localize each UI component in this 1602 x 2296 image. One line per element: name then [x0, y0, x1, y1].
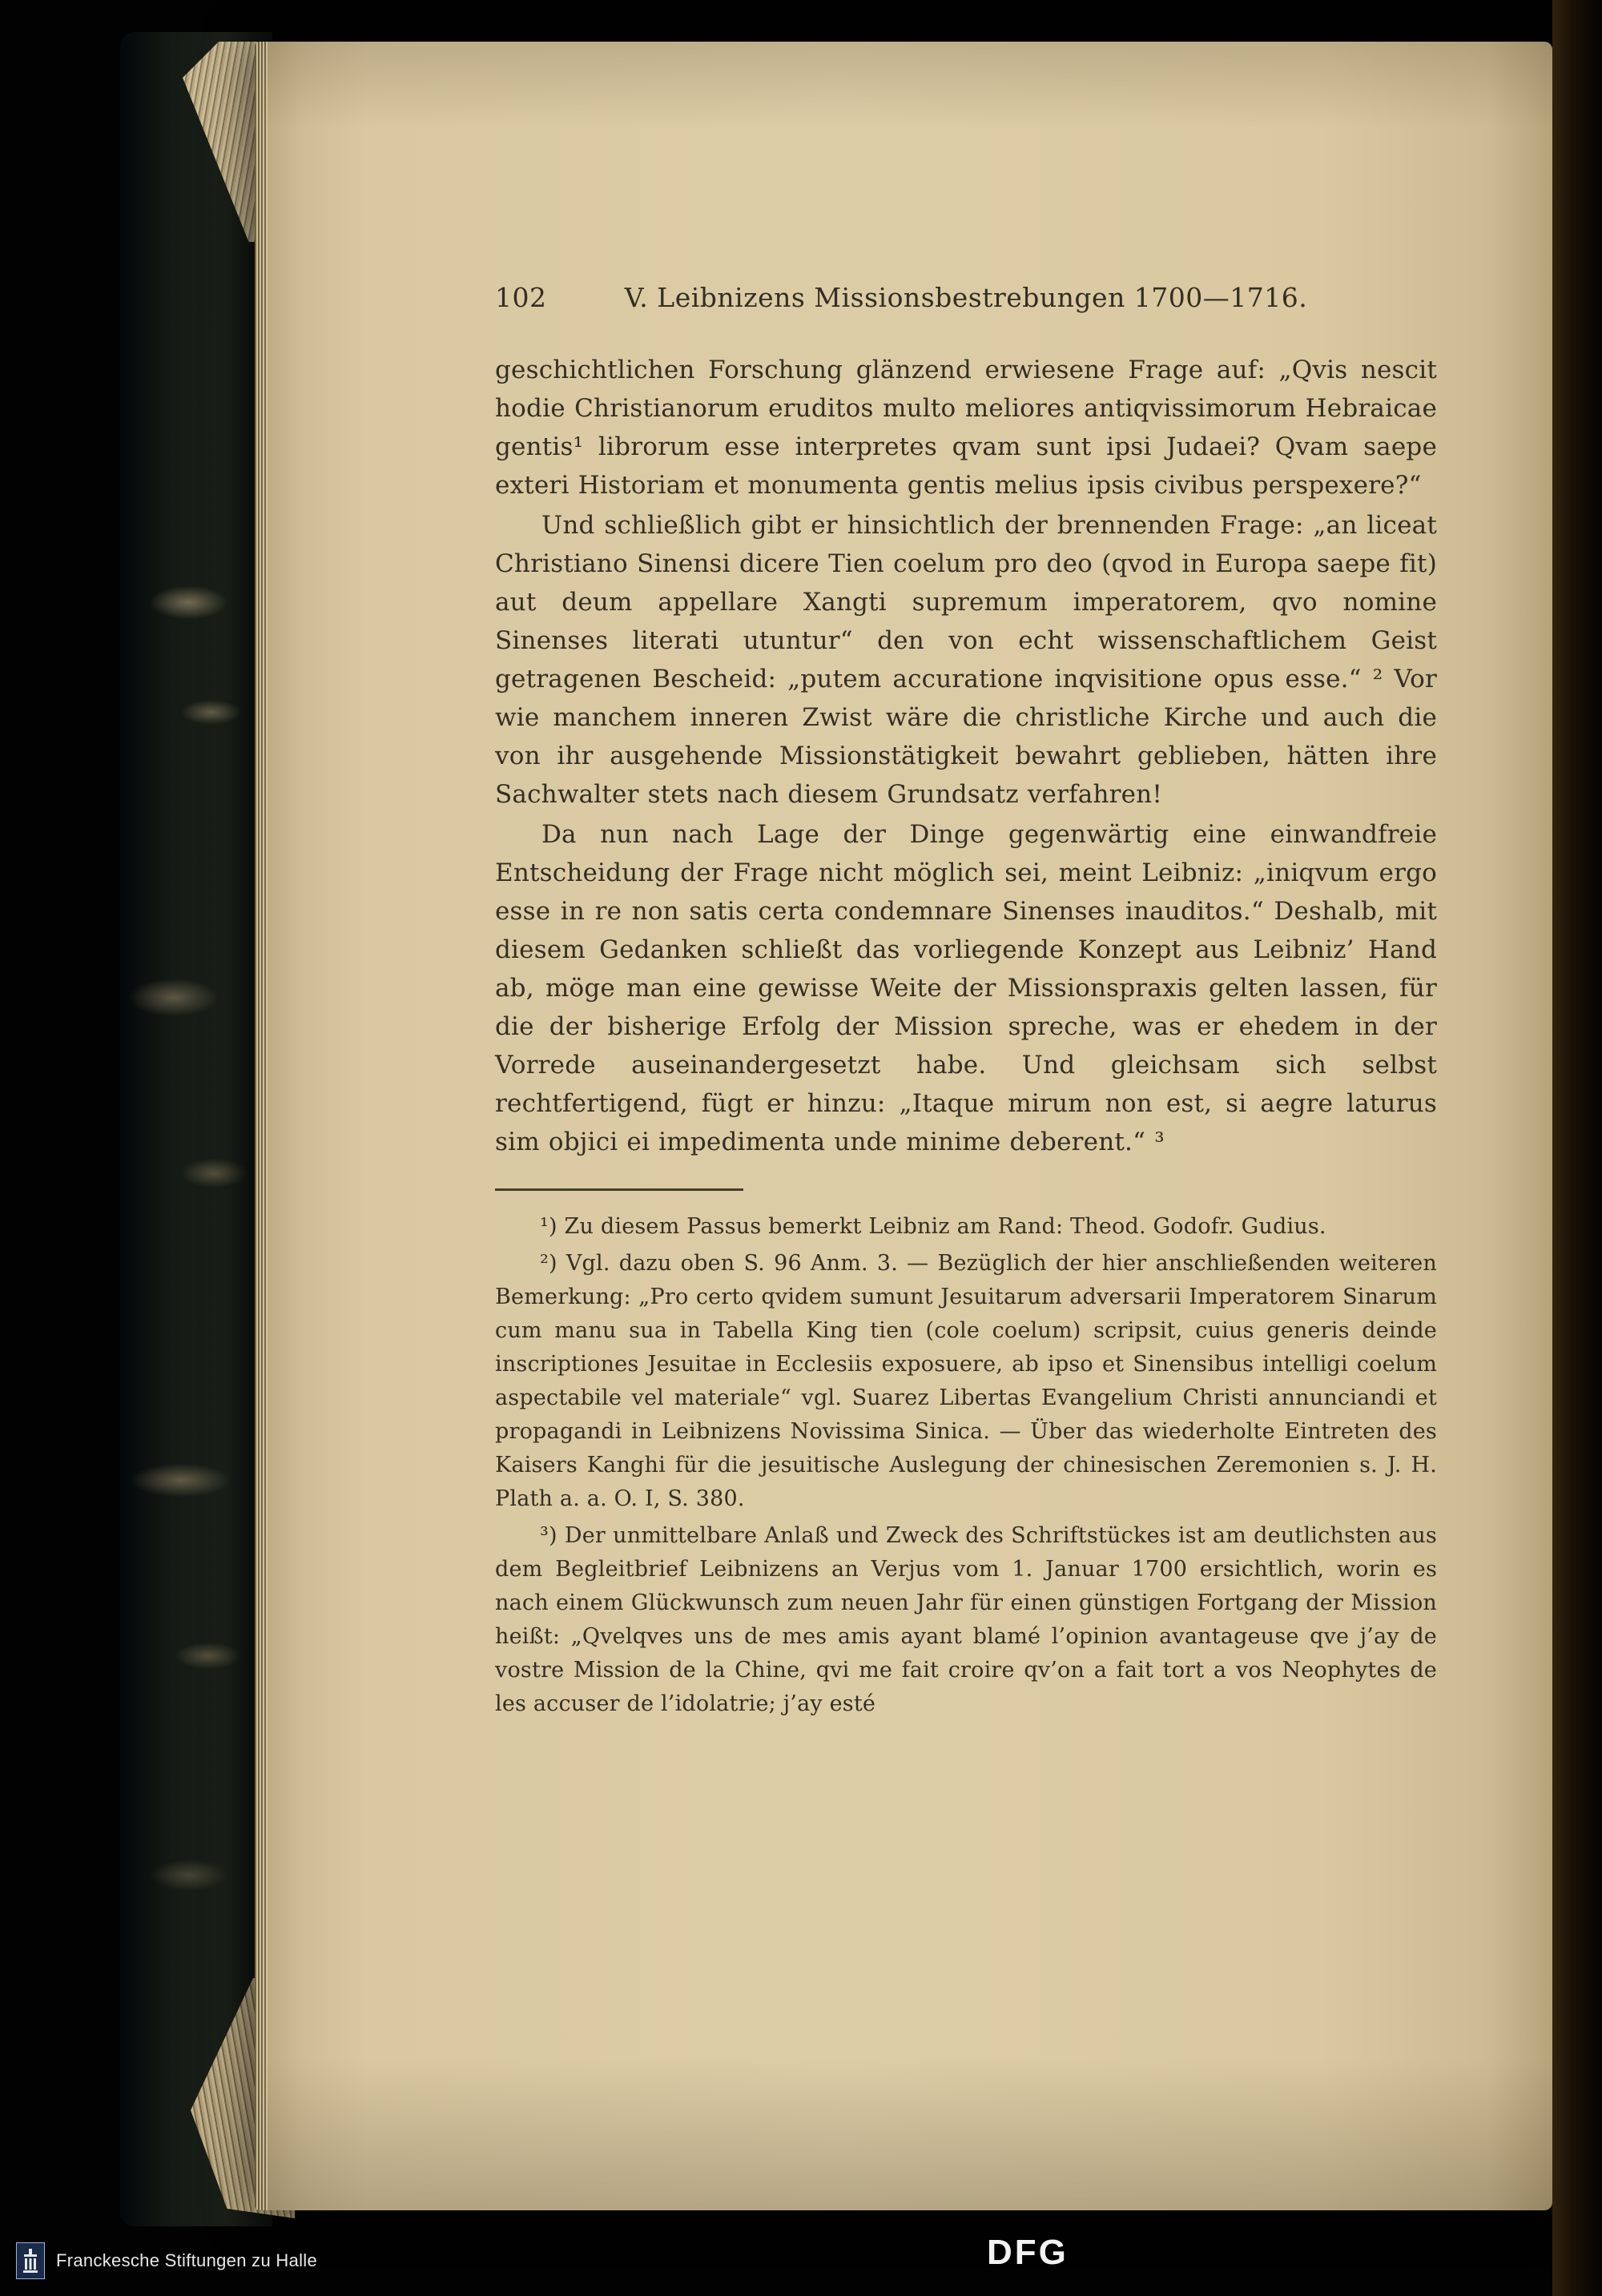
running-header — [495, 282, 1437, 324]
footnote: ³) Der unmittelbare Anlaß und Zweck des Schriftstückes ist am deutlichsten aus dem Begleitbrief Leibnizens an Verjus vom 1. Januar 1700 ersichtlich, worin es nach einem Glückwunsch zum neuen Jahr für einen günstigen Fortgang der Mission heißt: „Qvelqves uns de mes amis ayant blamé l’opinion avantageuse qve j’ay de vostre Mission de la Chine, qvi me fait croire qv’on a fait tort a vos Neophytes de les accuser de l’idolatrie; j’ay esté — [495, 1523, 1437, 1716]
footnote: ¹) Zu diesem Passus bemerkt Leibniz am Rand: Theod. Godofr. Gudius. — [540, 1214, 1326, 1239]
book-right-edge — [1552, 0, 1602, 2296]
paragraph: Da nun nach Lage der Dinge gegenwärtig eine einwandfreie Entscheidung der Frage nicht möglich sei, meint Leibniz: „iniqvum ergo esse in re non satis certa condemnare Sinenses inauditos.“ Deshalb, mit diesem Gedanken schließt das vorliegende Konzept aus Leibniz’ Hand ab, möge man eine gewisse Weite der Missionspraxis gelten lassen, für die der bisherige Erfolg der Mission spreche, was er ehedem in der Vorrede auseinandergesetzt habe. Und gleichsam sich selbst rechtfertigend, fügt er hinzu: „Itaque mirum non est, si aegre laturus sim objici ei impedimenta unde minime deberent.“ ³ — [495, 820, 1437, 1156]
library-mark — [16, 2242, 317, 2279]
franckesche-stiftungen-logo-icon — [16, 2242, 45, 2279]
page-number: 102 — [495, 282, 547, 313]
library-label: Franckesche Stiftungen zu Halle — [56, 2250, 318, 2270]
footnotes — [495, 1210, 1437, 1721]
body-text — [495, 351, 1437, 1161]
paragraph: geschichtlichen Forschung glänzend erwiesene Frage auf: „Qvis nescit hodie Christianorum eruditos multo meliores antiqvissimorum Hebraicae gentis¹ librorum esse interpretes qvam sunt ipsi Judaei? Qvam saepe exteri Historiam et monumenta gentis melius ipsis civibus perspexere?“ — [495, 356, 1437, 500]
footnote: ²) Vgl. dazu oben S. 96 Anm. 3. — Bezüglich der hier anschließenden weiteren Bemerkung: „Pro certo qvidem sumunt Jesuitarum adversarii Imperatorem Sinarum cum manu sua in Tabella King tien (cole coelum) scripsit, cuius generis deinde inscriptiones Jesuitae in Ecclesiis exposuere, ab ipso et Sinensibus intelligi coelum aspectabile vel materiale“ vgl. Suarez Libertas Evangelium Christi annunciandi et propagandi in Leibnizens Novissima Sinica. — Über das wiederholte Eintreten des Kaisers Kanghi für die jesuitische Auslegung der chinesischen Zeremonien s. J. H. Plath a. a. O. I, S. 380. — [495, 1251, 1437, 1511]
footnote-separator — [495, 1188, 743, 1191]
book-spine — [120, 32, 272, 2226]
paragraph: Und schließlich gibt er hinsichtlich der brennenden Frage: „an liceat Christiano Sinensi dicere Tien coelum pro deo (qvod in Europa saepe fit) aut deum appellare Xangti supremum imperatorem, qvo nomine Sinenses literati utuntur“ den von echt wissenschaftlichem Geist getragenen Bescheid: „putem accuratione inqvisitione opus esse.“ ² Vor wie manchem inneren Zwist wäre die christliche Kirche und auch die von ihr ausgehende Missionstätigkeit bewahrt geblieben, hätten ihre Sachwalter stets nach diesem Grundsatz verfahren! — [495, 511, 1437, 809]
page-content — [495, 282, 1437, 1721]
scan-footer — [0, 2210, 1602, 2296]
book-page — [255, 42, 1552, 2210]
chapter-title: V. Leibnizens Missionsbestrebungen 1700—1716. — [624, 282, 1308, 313]
dfg-logo: DFG — [987, 2233, 1069, 2272]
page-gutter-edges — [255, 42, 268, 2210]
